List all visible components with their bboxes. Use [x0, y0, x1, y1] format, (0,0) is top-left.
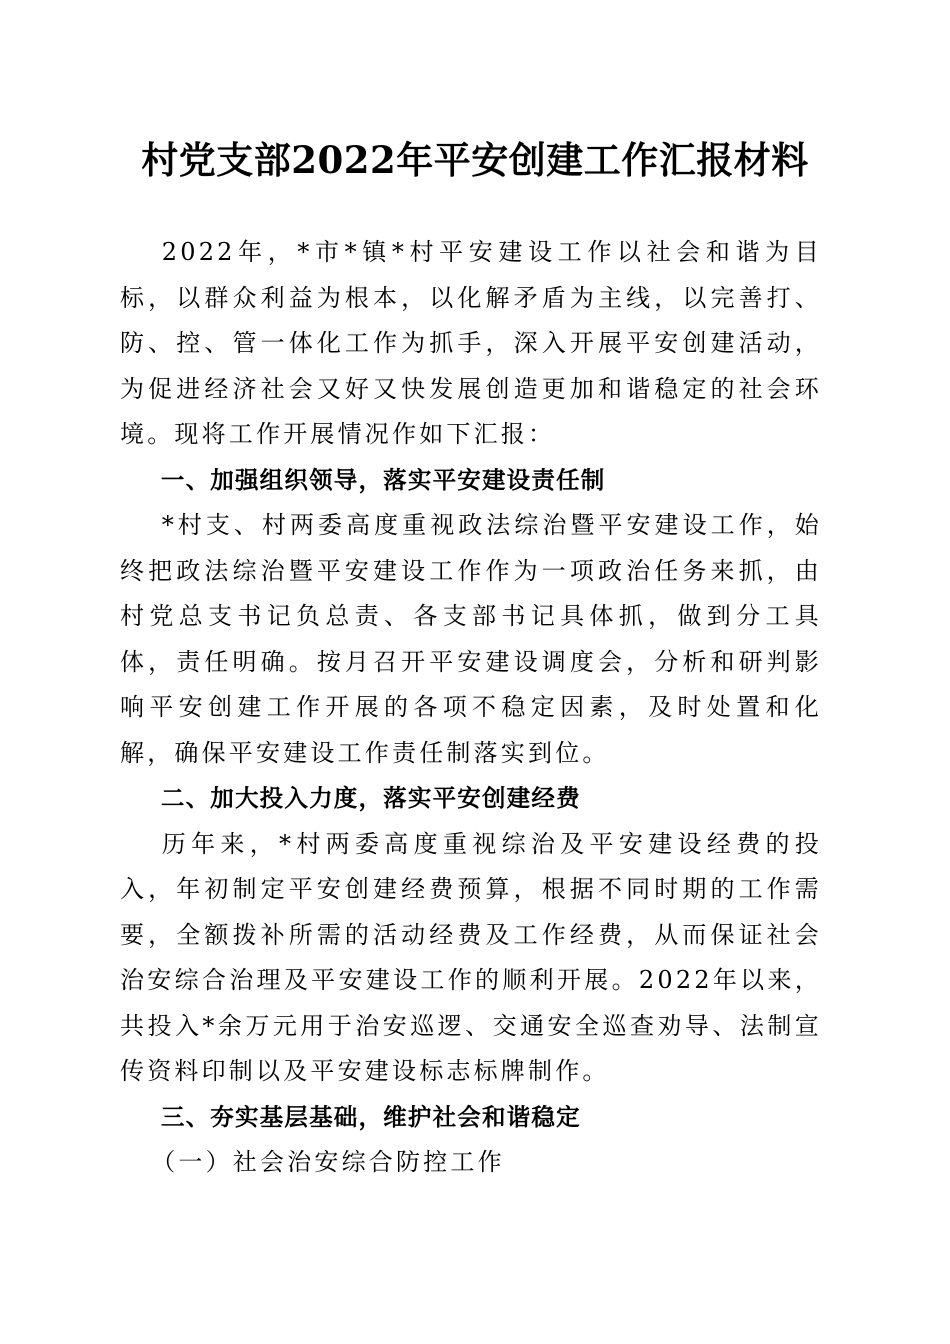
section-heading-2: 二、加大投入力度，落实平安创建经费 [160, 784, 581, 812]
section-body-2: 历年来，*村两委高度重视综治及平安建设经费的投入，年初制定平安创建经费预算，根据不同时期的工作需要，全额拨补所需的活动经费及工作经费，从而保证社会治安综合治理及平安建设工作的顺利开展。2022年以来，共投入*余万元用于治安巡逻、交通安全巡查劝导、法制宣传资料印制以及平安建设标志标牌制作。 [120, 829, 822, 1085]
intro-paragraph: 2022年，*市*镇*村平安建设工作以社会和谐为目标，以群众利益为根本，以化解矛盾为主线，以完善打、防、控、管一体化工作为抓手，深入开展平安创建活动，为促进经济社会又好又快发展创造更加和谐稳定的社会环境。现将工作开展情况作如下汇报： [120, 238, 822, 448]
section-heading-1: 一、加强组织领导，落实平安建设责任制 [160, 465, 606, 494]
section-heading-3: 三、夯实基层基础，维护社会和谐稳定 [160, 1102, 581, 1131]
document-title: 村党支部2022年平安创建工作汇报材料 [141, 138, 809, 182]
section-subheading-3-1: （一）社会治安综合防控工作 [151, 1148, 505, 1176]
section-body-1: *村支、村两委高度重视政法综治暨平安建设工作，始终把政法综治暨平安建设工作作为一项政治任务来抓，由村党总支书记负总责、各支部书记具体抓，做到分工具体，责任明确。按月召开平安建设调度会，分析和研判影响平安创建工作开展的各项不稳定因素，及时处置和化解，确保平安建设工作责任制落实到位。 [120, 511, 822, 767]
document-body [120, 230, 822, 1186]
